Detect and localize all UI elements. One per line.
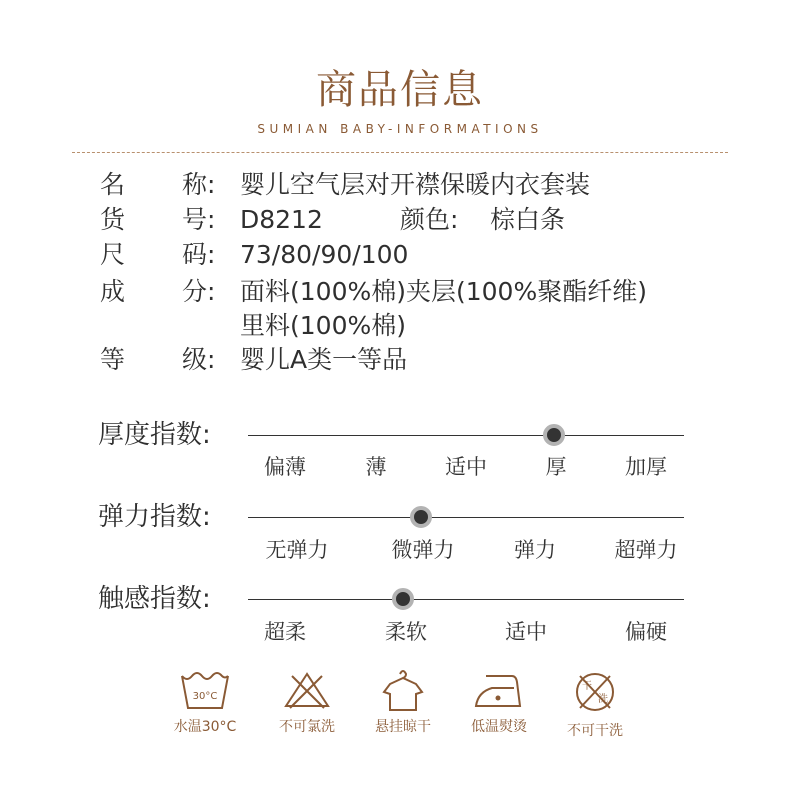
care-item-wash	[160, 668, 250, 736]
care-item-hang-dry	[358, 668, 448, 736]
product-name-value: 婴儿空气层对开襟保暖内衣套装	[240, 170, 591, 199]
touch-option: 适中	[505, 620, 547, 644]
touch-option: 柔软	[385, 620, 427, 644]
info-label-char: 号:	[182, 205, 216, 234]
care-label: 不可氯洗	[279, 719, 335, 735]
sku-value: D8212	[240, 205, 323, 234]
info-label-char: 货	[100, 205, 126, 234]
thickness-knob	[543, 424, 565, 446]
touch-option: 超柔	[264, 620, 306, 644]
care-label: 悬挂晾干	[375, 719, 431, 735]
elasticity-option: 超弹力	[614, 538, 678, 562]
info-label-char: 分:	[182, 277, 216, 306]
touch-index-label: 触感指数:	[98, 584, 211, 614]
info-label-char: 级:	[182, 345, 216, 374]
care-label: 水温30°C	[173, 719, 237, 735]
info-label-char: 称:	[182, 170, 216, 199]
touch-knob	[392, 588, 414, 610]
care-label: 低温熨烫	[471, 719, 527, 735]
care-label: 不可干洗	[567, 723, 623, 739]
hang-dry-icon	[376, 668, 430, 712]
thickness-option: 偏薄	[264, 455, 306, 479]
care-item-low-iron	[454, 668, 544, 736]
low-iron-icon	[472, 668, 526, 712]
elasticity-track	[248, 517, 684, 518]
clean-char: 洗	[598, 694, 608, 705]
thickness-option: 适中	[445, 455, 487, 479]
page-title: 商品信息	[316, 67, 484, 113]
thickness-option: 厚	[545, 455, 567, 479]
composition-value: 面料(100%棉)夹层(100%聚酯纤维)	[240, 277, 647, 306]
elasticity-option: 弹力	[514, 538, 556, 562]
info-label-char: 码:	[182, 240, 216, 269]
elasticity-index-label: 弹力指数:	[98, 502, 211, 532]
care-item-no-dry-clean	[550, 668, 640, 740]
touch-track	[248, 599, 684, 600]
wash-30-icon	[178, 668, 232, 712]
elasticity-option: 微弹力	[391, 538, 455, 562]
size-value: 73/80/90/100	[240, 240, 409, 269]
no-dry-clean-icon	[568, 668, 622, 716]
grade-value: 婴儿A类一等品	[240, 345, 408, 374]
elasticity-option: 无弹力	[265, 538, 329, 562]
care-item-no-bleach	[262, 668, 352, 736]
thickness-option: 薄	[365, 455, 387, 479]
color-value: 棕白条	[490, 205, 566, 234]
info-label-char: 尺	[100, 240, 126, 269]
elasticity-knob	[410, 506, 432, 528]
dry-char: 干	[582, 681, 592, 692]
info-label-char: 名	[100, 170, 126, 199]
thickness-index-label: 厚度指数:	[98, 420, 211, 450]
thickness-track	[248, 435, 684, 436]
color-label: 颜色:	[400, 205, 459, 234]
wash-temp-text: 30°C	[192, 691, 218, 702]
info-label-char: 成	[100, 277, 126, 306]
touch-option: 偏硬	[625, 620, 667, 644]
page-subtitle: SUMIAN BABY-INFORMATIONS	[257, 122, 543, 136]
composition-cont: 里料(100%棉)	[240, 311, 406, 340]
thickness-option: 加厚	[625, 455, 667, 479]
no-bleach-icon	[280, 668, 334, 712]
divider	[72, 152, 728, 153]
info-label-char: 等	[100, 345, 126, 374]
